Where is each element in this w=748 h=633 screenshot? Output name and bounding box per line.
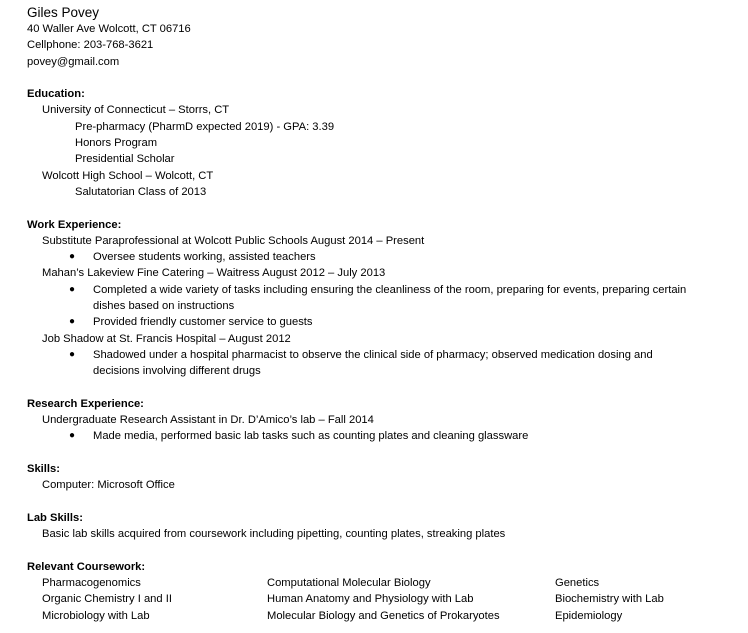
bullet-text: Shadowed under a hospital pharmacist to observe the clinical side of pharmacy; observed medication dosing and decisions involving different drugs [93, 348, 653, 378]
course-item: Epidemiology [555, 609, 623, 622]
school-name: Wolcott High School – Wolcott, CT [42, 169, 214, 182]
skills-heading: Skills: [27, 463, 60, 476]
course-item: Biochemistry with Lab [555, 593, 664, 606]
school-detail: Honors Program [75, 137, 158, 150]
school-detail: Salutatorian Class of 2013 [75, 185, 207, 198]
applicant-name: Giles Povey [27, 5, 100, 20]
course-item: Pharmacogenomics [42, 577, 141, 590]
job-bullet [27, 249, 742, 265]
job-bullet [27, 347, 693, 380]
lab-skills-heading: Lab Skills: [27, 511, 83, 524]
job-bullet [27, 314, 742, 330]
research-heading: Research Experience: [27, 397, 144, 410]
bullet-icon: ● [69, 430, 76, 442]
bullet-text: Made media, performed basic lab tasks such as counting plates and cleaning glassware [93, 430, 529, 443]
bullet-text: Completed a wide variety of tasks including ensuring the cleanliness of the room, preparing for events, preparing certain dishes based on instructions [93, 283, 687, 313]
course-item: Microbiology with Lab [42, 609, 150, 622]
course-item: Genetics [555, 577, 600, 590]
bullet-icon: ● [69, 283, 76, 295]
bullet-icon: ● [69, 348, 76, 360]
course-item: Human Anatomy and Physiology with Lab [267, 593, 474, 606]
address: 40 Waller Ave Wolcott, CT 06716 [27, 23, 191, 35]
school-detail: Pre-pharmacy (PharmD expected 2019) - GPA: 3.39 [75, 120, 335, 133]
lab-skills-text: Basic lab skills acquired from coursework including pipetting, counting plates, streaking plates [42, 528, 506, 541]
phone: Cellphone: 203-768-3621 [27, 39, 154, 52]
job-title: Substitute Paraprofessional at Wolcott Public Schools August 2014 – Present [42, 234, 425, 247]
bullet-text: Oversee students working, assisted teachers [93, 251, 316, 264]
research-bullet [27, 428, 742, 444]
job-title: Mahan’s Lakeview Fine Catering – Waitress August 2012 – July 2013 [42, 267, 386, 280]
bullet-icon: ● [69, 251, 76, 263]
course-item: Organic Chemistry I and II [42, 593, 172, 606]
education-heading: Education: [27, 88, 85, 101]
school-detail: Presidential Scholar [75, 153, 175, 166]
resume-document [27, 4, 742, 624]
email: povey@gmail.com [27, 55, 120, 68]
skills-text: Computer: Microsoft Office [42, 479, 175, 492]
bullet-text: Provided friendly customer service to guests [93, 316, 313, 329]
research-title: Undergraduate Research Assistant in Dr. D’Amico’s lab – Fall 2014 [42, 414, 374, 427]
course-item: Molecular Biology and Genetics of Prokaryotes [267, 609, 500, 622]
job-bullet [27, 282, 693, 315]
job-title: Job Shadow at St. Francis Hospital – August 2012 [42, 332, 291, 345]
coursework-list [27, 575, 742, 624]
coursework-heading: Relevant Coursework: [27, 560, 146, 573]
course-item: Computational Molecular Biology [267, 577, 431, 590]
work-heading: Work Experience: [27, 218, 122, 231]
bullet-icon: ● [69, 316, 76, 328]
school-name: University of Connecticut – Storrs, CT [42, 104, 230, 117]
